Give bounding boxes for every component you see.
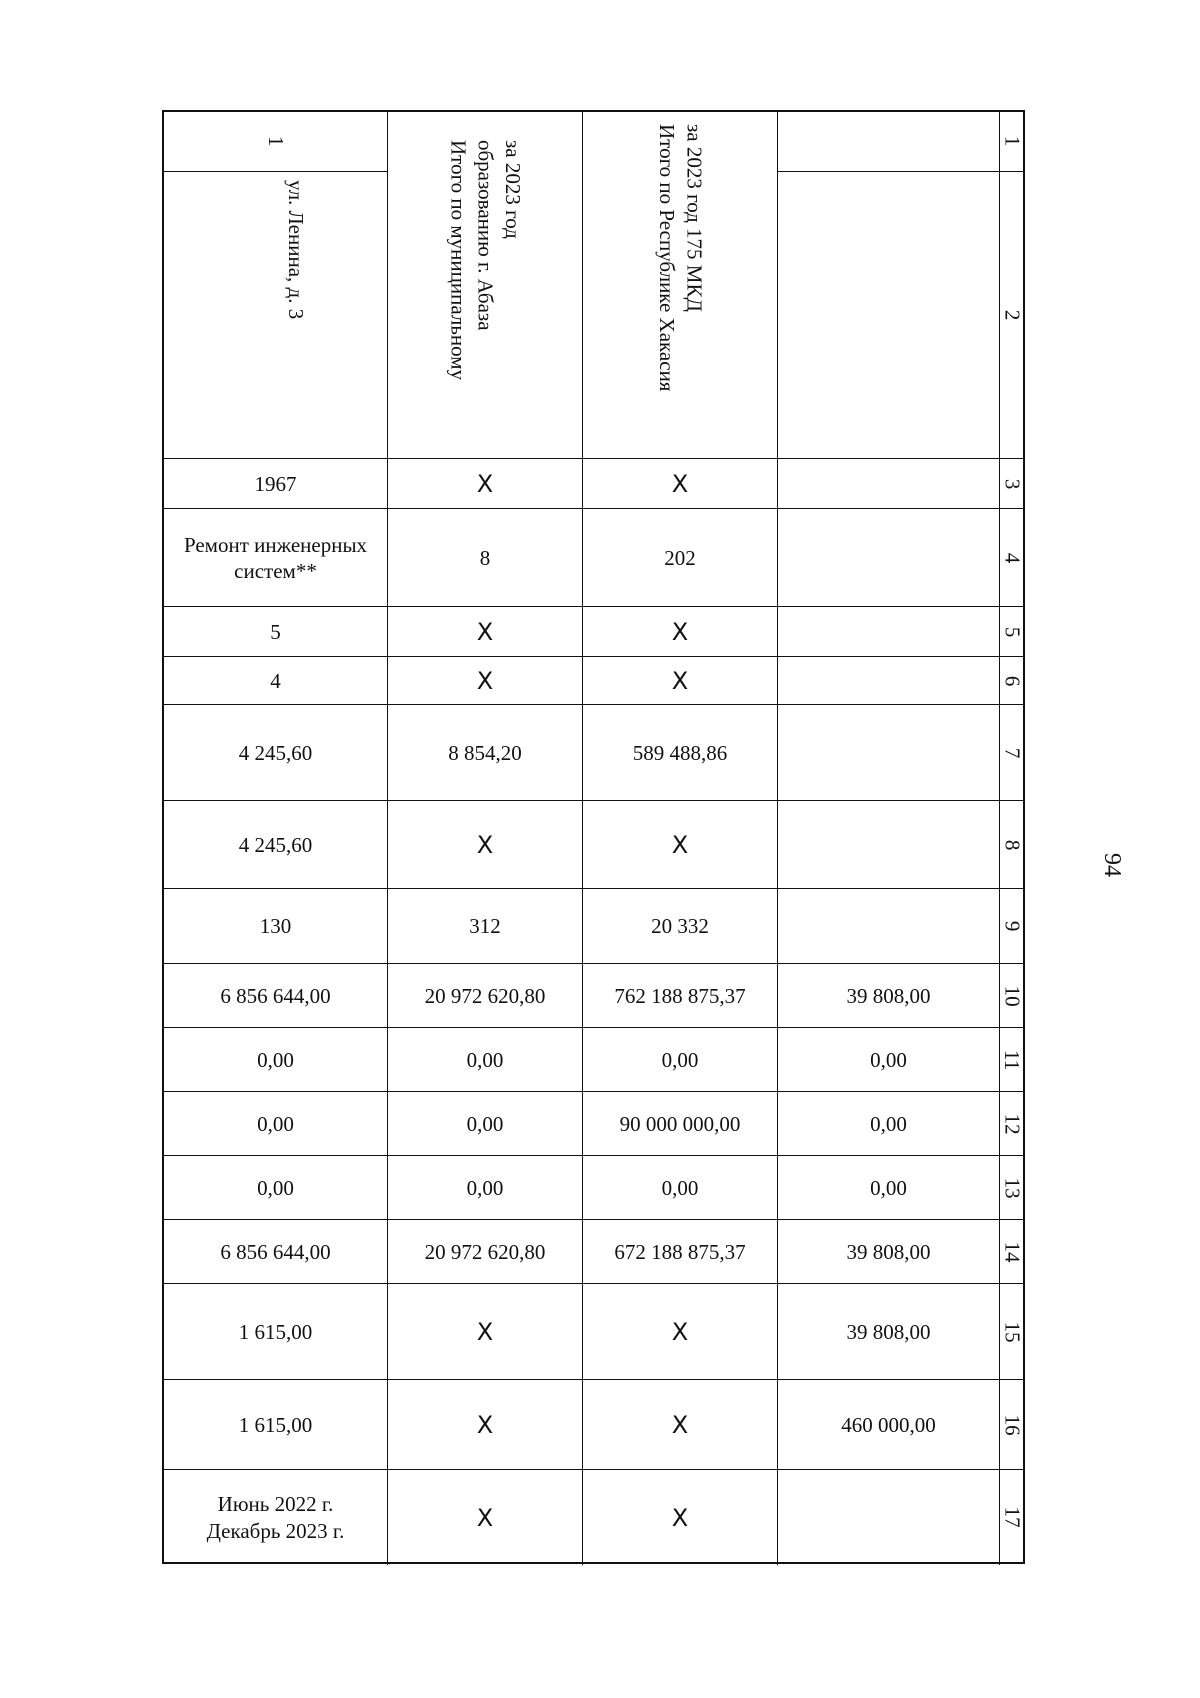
page-number: 94 xyxy=(1099,853,1125,877)
data-table xyxy=(162,110,1025,1564)
row-index: 17 xyxy=(1000,1507,1025,1528)
table-row xyxy=(164,656,1023,705)
table-row xyxy=(164,1283,1023,1380)
cell-col1 xyxy=(164,1470,387,1565)
cell-col4: 0,00 xyxy=(777,1092,999,1156)
row-index: 7 xyxy=(1000,747,1025,759)
cell-col2: Х xyxy=(387,1380,582,1470)
table-row xyxy=(164,704,1023,801)
row-index-cell xyxy=(999,964,1025,1028)
cell-col1-line1: Июнь 2022 г. xyxy=(217,1492,334,1517)
cell-col3: 202 xyxy=(582,509,777,607)
cell-col4: 0,00 xyxy=(777,1028,999,1092)
header-col2 xyxy=(387,112,582,458)
cell-col3: Х xyxy=(582,1470,777,1565)
cell-col2: 20 972 620,80 xyxy=(387,964,582,1028)
header-col1-address-cell xyxy=(164,172,387,458)
header-col3-line1: Итого по Республике Хакасия xyxy=(655,124,679,392)
row-index: 12 xyxy=(1000,1113,1025,1135)
row-index: 4 xyxy=(1000,552,1025,564)
cell-col2: Х xyxy=(387,459,582,509)
table-row xyxy=(164,508,1023,607)
cell-col4 xyxy=(777,705,999,801)
cell-col3: 20 332 xyxy=(582,889,777,964)
cell-col3: 589 488,86 xyxy=(582,705,777,801)
cell-col3: 672 188 875,37 xyxy=(582,1220,777,1284)
cell-col2: 8 xyxy=(387,509,582,607)
cell-col1: 6 856 644,00 xyxy=(220,1239,331,1264)
cell-col4: 39 808,00 xyxy=(777,1284,999,1380)
cell-col2: Х xyxy=(387,607,582,657)
cell-col4: 0,00 xyxy=(777,1156,999,1220)
cell-col3: Х xyxy=(582,1380,777,1470)
cell-col1: 1 615,00 xyxy=(238,1412,313,1437)
row-index-cell xyxy=(999,1156,1025,1220)
header-col2-line3: за 2023 год xyxy=(500,140,525,239)
header-index-1: 1 xyxy=(1000,136,1025,147)
cell-col2: 0,00 xyxy=(387,1156,582,1220)
cell-col1: 4 245,60 xyxy=(238,740,313,765)
cell-col1: 130 xyxy=(259,914,292,939)
cell-col3: Х xyxy=(582,459,777,509)
row-index: 15 xyxy=(1000,1321,1025,1343)
table-row xyxy=(164,606,1023,657)
row-index: 5 xyxy=(1000,626,1025,638)
header-col3 xyxy=(582,112,777,458)
cell-col4 xyxy=(777,459,999,509)
cell-col2: Х xyxy=(387,1470,582,1565)
cell-col1: Ремонт инженерных систем** xyxy=(183,532,368,583)
header-col2-line2: образованию г. Абаза xyxy=(473,140,498,331)
cell-col3: Х xyxy=(582,607,777,657)
row-index-cell xyxy=(999,1092,1025,1156)
table-row xyxy=(164,458,1023,509)
cell-col4 xyxy=(777,1470,999,1565)
cell-col1: 4 xyxy=(270,668,281,693)
header-col1-index-cell xyxy=(164,112,387,172)
cell-col4 xyxy=(777,607,999,657)
cell-col1: 5 xyxy=(270,619,281,644)
cell-col2: 0,00 xyxy=(387,1092,582,1156)
cell-col2: Х xyxy=(387,657,582,705)
cell-col1: 6 856 644,00 xyxy=(220,983,331,1008)
cell-col2: 8 854,20 xyxy=(387,705,582,801)
header-col3-line2: за 2023 год 175 МКД xyxy=(682,124,707,312)
cell-col3: Х xyxy=(582,657,777,705)
header-col4 xyxy=(777,112,999,458)
cell-col4 xyxy=(777,801,999,889)
cell-col2: Х xyxy=(387,1284,582,1380)
header-col1 xyxy=(164,112,387,458)
cell-col1: 4 245,60 xyxy=(238,832,313,857)
row-index: 10 xyxy=(1000,985,1025,1007)
table-row xyxy=(164,1379,1023,1470)
row-index: 8 xyxy=(1000,839,1025,851)
header-col1-address: ул. Ленина, д. 3 xyxy=(284,180,308,320)
row-index: 16 xyxy=(1000,1414,1025,1436)
cell-col3: 762 188 875,37 xyxy=(582,964,777,1028)
table-row xyxy=(164,1027,1023,1092)
cell-col1: 1967 xyxy=(254,471,297,496)
cell-col2: 20 972 620,80 xyxy=(387,1220,582,1284)
table-row xyxy=(164,800,1023,889)
cell-col3: 0,00 xyxy=(582,1028,777,1092)
row-index-cell xyxy=(999,889,1025,964)
table-row xyxy=(164,1219,1023,1284)
cell-col3: Х xyxy=(582,1284,777,1380)
table-row xyxy=(164,888,1023,964)
header-col1-index: 1 xyxy=(264,136,289,147)
row-index-cell xyxy=(999,1220,1025,1284)
table-header-row xyxy=(164,112,1023,458)
row-index-cell xyxy=(999,1380,1025,1470)
table-row xyxy=(164,1469,1023,1565)
row-index: 13 xyxy=(1000,1177,1025,1199)
row-index: 6 xyxy=(1000,675,1025,687)
cell-col3: 0,00 xyxy=(582,1156,777,1220)
table-row xyxy=(164,963,1023,1028)
cell-col2: 312 xyxy=(387,889,582,964)
cell-col4: 39 808,00 xyxy=(777,964,999,1028)
cell-col4 xyxy=(777,889,999,964)
cell-col1: 0,00 xyxy=(257,1175,294,1200)
row-index-cell xyxy=(999,801,1025,889)
table-row xyxy=(164,1091,1023,1156)
cell-col1: 0,00 xyxy=(257,1047,294,1072)
header-index-2: 2 xyxy=(1000,309,1025,321)
row-index: 9 xyxy=(1000,921,1025,932)
header-col2-line1: Итого по муниципальному xyxy=(446,140,471,381)
row-index-cell xyxy=(999,459,1025,509)
cell-col2: 0,00 xyxy=(387,1028,582,1092)
row-index-cell xyxy=(999,1284,1025,1380)
row-index-cell xyxy=(999,509,1025,607)
row-index: 14 xyxy=(1000,1241,1025,1263)
cell-col1-line2: Декабрь 2023 г. xyxy=(206,1518,345,1543)
row-index-cell xyxy=(999,657,1025,705)
cell-col2: Х xyxy=(387,801,582,889)
row-index: 11 xyxy=(1000,1049,1025,1071)
cell-col4 xyxy=(777,509,999,607)
cell-col4 xyxy=(777,657,999,705)
cell-col1: 0,00 xyxy=(257,1111,294,1136)
cell-col3: 90 000 000,00 xyxy=(582,1092,777,1156)
cell-col1: 1 615,00 xyxy=(238,1319,313,1344)
cell-col4: 39 808,00 xyxy=(777,1220,999,1284)
header-index-col xyxy=(999,112,1025,458)
row-index-cell xyxy=(999,705,1025,801)
row-index-cell xyxy=(999,1470,1025,1565)
row-index: 3 xyxy=(1000,478,1025,490)
table-row xyxy=(164,1155,1023,1220)
cell-col3: Х xyxy=(582,801,777,889)
row-index-cell xyxy=(999,1028,1025,1092)
cell-col4: 460 000,00 xyxy=(777,1380,999,1470)
row-index-cell xyxy=(999,607,1025,657)
